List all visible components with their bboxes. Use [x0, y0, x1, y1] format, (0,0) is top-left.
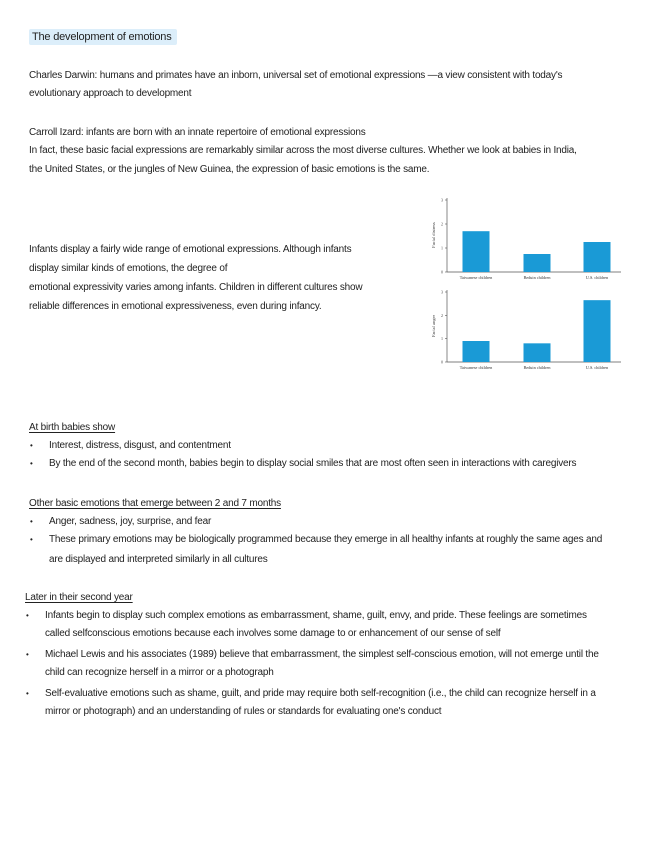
list-item: • By the end of the second month, babies begin to display social smiles that are most often seen in interactions with caregivers: [29, 455, 576, 473]
chart-distress: [431, 198, 621, 281]
y-tick-label: 1: [441, 245, 443, 251]
emotion-bar-charts: [425, 192, 625, 372]
bar: [584, 300, 611, 362]
list-item: • Interest, distress, disgust, and contentment: [29, 437, 576, 455]
y-tick-label: 3: [441, 197, 443, 203]
x-tick-label: Taiwanese children: [459, 365, 493, 370]
chart-anger: [431, 290, 621, 371]
bar: [524, 343, 551, 362]
birth-list: [29, 437, 576, 473]
y-tick-label: 3: [441, 289, 443, 295]
x-tick-label: Beduin children: [523, 275, 551, 280]
y-tick-label: 0: [441, 359, 443, 365]
range-line-4: reliable differences in emotional expressiveness, even during infancy.: [29, 301, 322, 312]
darwin-line-1: Charles Darwin: humans and primates have an inborn, universal set of emotional expressions —a view consistent with today's: [29, 70, 563, 81]
x-tick-label: Taiwanese children: [459, 275, 493, 280]
izard-line-1: Carroll Izard: infants are born with an innate repertoire of emotional expressions: [29, 127, 366, 138]
list-item: • These primary emotions may be biologically programmed because they emerge in all healthy infants at roughly the same ages and: [29, 531, 602, 549]
list-item: • Michael Lewis and his associates (1989) believe that embarrassment, the simplest self-conscious emotion, will not emerge until the: [25, 646, 599, 664]
birth-heading: At birth babies show: [29, 422, 116, 433]
y-axis-label: Facial anger: [431, 314, 436, 338]
later-list-2: [25, 646, 599, 664]
y-tick-label: 2: [441, 221, 443, 227]
darwin-line-2: evolutionary approach to development: [29, 88, 192, 99]
bar: [584, 242, 611, 272]
bar: [524, 254, 551, 272]
list-item: • Self-evaluative emotions such as shame, guilt, and pride may require both self-recognition (i.e., the child can recognize herself in a: [25, 685, 596, 703]
y-axis-label: Facial distress: [431, 222, 436, 248]
later-list-3: [25, 685, 596, 703]
range-line-3: emotional expressivity varies among infants. Children in different cultures show: [29, 282, 363, 293]
list-item: • Infants begin to display such complex emotions as embarrassment, shame, guilt, envy, and pride. These feelings are sometimes: [25, 607, 587, 625]
later-list: [25, 607, 587, 625]
izard-line-2: In fact, these basic facial expressions are remarkably similar across the most diverse cultures. Whether we look at babies in India,: [29, 145, 577, 156]
other-heading: Other basic emotions that emerge between 2 and 7 months: [29, 498, 281, 509]
range-line-2: display similar kinds of emotions, the degree of: [29, 263, 228, 274]
other-list: [29, 513, 602, 549]
list-item: • Anger, sadness, joy, surprise, and fear: [29, 513, 602, 531]
y-tick-label: 2: [441, 312, 443, 318]
y-tick-label: 1: [441, 336, 443, 342]
bar: [463, 231, 490, 272]
x-tick-label: U.S. children: [585, 365, 609, 370]
later-heading: Later in their second year: [25, 592, 133, 603]
page-title: The development of emotions: [29, 29, 177, 45]
later-item-continued: mirror or photograph) and an understanding of rules or standards for evaluating one's conduct: [45, 706, 442, 717]
other-item-continued: are displayed and interpreted similarly in all cultures: [49, 554, 268, 565]
later-item-continued: child can recognize herself in a mirror or a photograph: [45, 667, 274, 678]
x-tick-label: Beduin children: [523, 365, 551, 370]
izard-line-3: the United States, or the jungles of New Guinea, the expression of basic emotions is the same.: [29, 164, 430, 175]
range-line-1: Infants display a fairly wide range of emotional expressions. Although infants: [29, 244, 352, 255]
bar: [463, 341, 490, 362]
later-item-continued: called selfconscious emotions because each involves some damage to or enhancement of our sense of self: [45, 628, 501, 639]
x-tick-label: U.S. children: [585, 275, 609, 280]
y-tick-label: 0: [441, 269, 443, 275]
